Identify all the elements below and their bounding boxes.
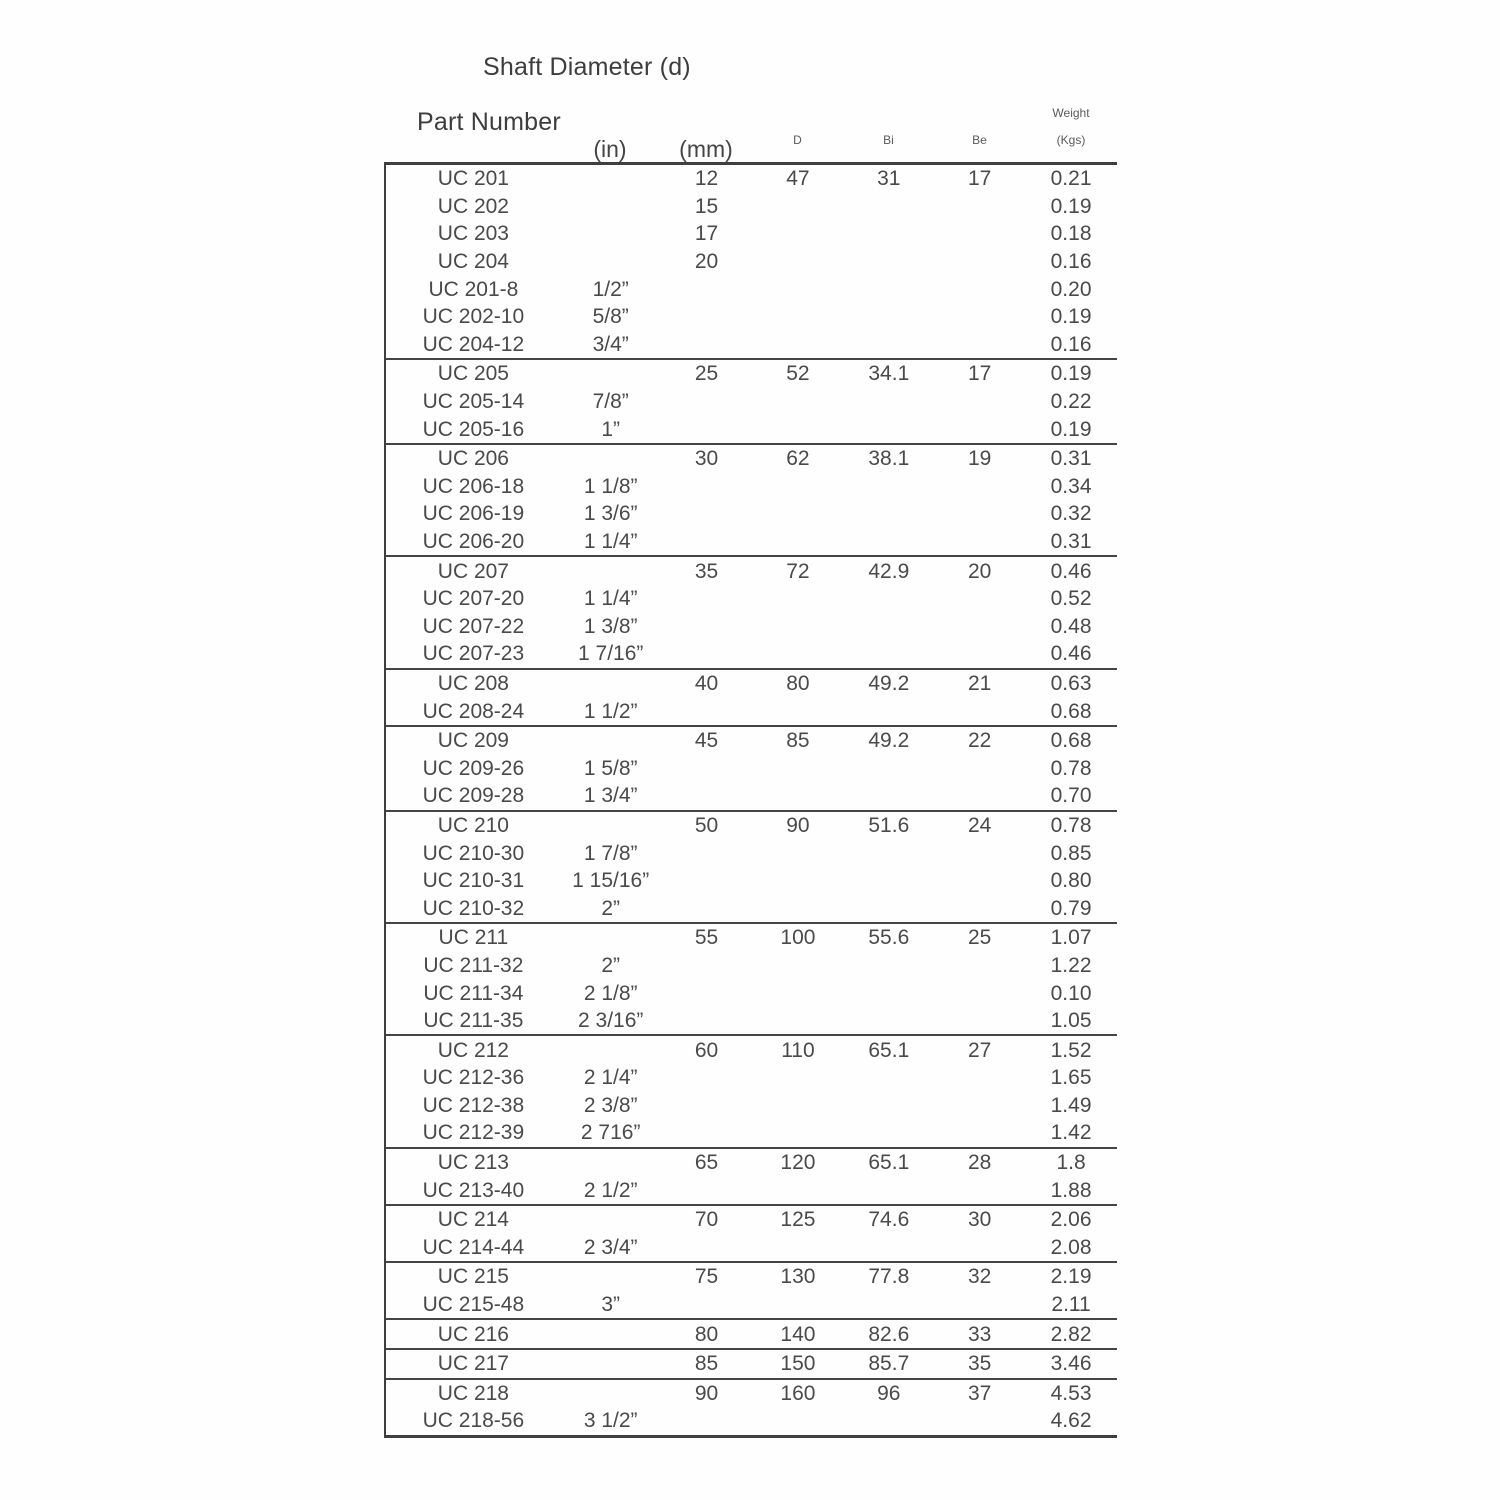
cell-part-number: UC 213-40 [422, 1178, 525, 1202]
cell-weight-kgs: 1.22 [1050, 953, 1092, 977]
cell-weight-kgs: 0.19 [1050, 362, 1092, 386]
table-row [386, 1263, 1117, 1291]
table-row [386, 331, 1117, 359]
be-column-header: Be [972, 133, 987, 147]
cell-part-number: UC 212-36 [422, 1066, 525, 1090]
cell-part-number: UC 210-31 [422, 869, 525, 893]
cell-dimension-be: 28 [968, 1151, 992, 1175]
table-row [386, 1320, 1117, 1348]
table-row [386, 1119, 1117, 1147]
row-group [386, 812, 1117, 924]
row-group [386, 1350, 1117, 1380]
cell-weight-kgs: 4.62 [1050, 1409, 1092, 1433]
table-row [386, 1092, 1117, 1120]
cell-part-number: UC 212-39 [422, 1121, 525, 1145]
cell-part-number: UC 215 [437, 1265, 509, 1289]
row-group [386, 1263, 1117, 1320]
table-row [386, 193, 1117, 221]
table-row [386, 1007, 1117, 1035]
cell-dimension-bi: 49.2 [868, 729, 910, 753]
cell-shaft-diameter-in: 1” [601, 417, 621, 441]
cell-weight-kgs: 0.79 [1050, 896, 1092, 920]
cell-part-number: UC 211-34 [423, 981, 524, 1005]
cell-dimension-bi: 77.8 [868, 1265, 910, 1289]
cell-part-number: UC 201-8 [428, 277, 519, 301]
page-title: Shaft Diameter (d) [483, 53, 691, 81]
cell-shaft-diameter-in: 1/2” [592, 277, 629, 301]
cell-weight-kgs: 0.80 [1050, 869, 1092, 893]
weight-unit-column-header: (Kgs) [1056, 133, 1086, 147]
mm-column-header: (mm) [679, 136, 733, 162]
table-row [386, 812, 1117, 840]
cell-weight-kgs: 0.16 [1050, 250, 1092, 274]
cell-dimension-bi: 96 [877, 1381, 901, 1405]
cell-dimension-bi: 31 [877, 167, 901, 191]
cell-weight-kgs: 0.34 [1050, 474, 1092, 498]
cell-dimension-d: 125 [780, 1208, 816, 1232]
cell-weight-kgs: 0.78 [1050, 813, 1092, 837]
row-group [386, 1320, 1117, 1350]
cell-dimension-be: 25 [968, 926, 992, 950]
cell-dimension-d: 90 [786, 813, 810, 837]
cell-weight-kgs: 0.20 [1050, 277, 1092, 301]
cell-dimension-bi: 38.1 [868, 447, 910, 471]
cell-part-number: UC 204-12 [422, 332, 525, 356]
table-row [386, 220, 1117, 248]
table-row [386, 867, 1117, 895]
cell-part-number: UC 205-16 [422, 417, 525, 441]
table-row [386, 839, 1117, 867]
cell-dimension-be: 17 [968, 362, 992, 386]
table-body [384, 162, 1117, 1438]
cell-dimension-bi: 55.6 [868, 926, 910, 950]
cell-part-number: UC 206 [437, 447, 509, 471]
cell-weight-kgs: 0.48 [1050, 614, 1092, 638]
cell-dimension-d: 140 [780, 1322, 816, 1346]
cell-weight-kgs: 0.78 [1050, 756, 1092, 780]
cell-part-number: UC 206-20 [422, 530, 525, 554]
cell-shaft-diameter-mm: 17 [694, 222, 719, 246]
cell-part-number: UC 216 [437, 1322, 509, 1346]
table-row [386, 415, 1117, 443]
table-row [386, 924, 1117, 952]
cell-part-number: UC 201 [437, 167, 509, 191]
cell-weight-kgs: 0.70 [1050, 784, 1092, 808]
cell-weight-kgs: 0.52 [1050, 587, 1092, 611]
cell-dimension-bi: 65.1 [868, 1038, 910, 1062]
cell-shaft-diameter-mm: 75 [694, 1265, 719, 1289]
table-row [386, 1350, 1117, 1378]
cell-shaft-diameter-in: 1 1/4” [583, 587, 638, 611]
cell-dimension-bi: 85.7 [868, 1352, 910, 1376]
cell-shaft-diameter-mm: 25 [694, 362, 719, 386]
cell-part-number: UC 206-18 [422, 474, 525, 498]
table-row [386, 1036, 1117, 1064]
part-number-column-header: Part Number [417, 108, 561, 136]
table-row [386, 670, 1117, 698]
cell-dimension-d: 120 [780, 1151, 816, 1175]
cell-dimension-bi: 51.6 [868, 813, 910, 837]
cell-shaft-diameter-mm: 30 [694, 447, 719, 471]
cell-shaft-diameter-mm: 40 [694, 671, 719, 695]
cell-shaft-diameter-in: 1 15/16” [572, 869, 650, 893]
cell-weight-kgs: 3.46 [1050, 1352, 1092, 1376]
cell-shaft-diameter-in: 5/8” [592, 305, 629, 329]
cell-weight-kgs: 1.42 [1050, 1121, 1092, 1145]
table-row [386, 1407, 1117, 1435]
table-row [386, 1176, 1117, 1204]
cell-part-number: UC 215-48 [422, 1293, 525, 1317]
cell-weight-kgs: 2.19 [1050, 1265, 1092, 1289]
cell-weight-kgs: 0.32 [1050, 502, 1092, 526]
cell-dimension-be: 32 [968, 1265, 992, 1289]
cell-dimension-bi: 74.6 [868, 1208, 910, 1232]
cell-part-number: UC 212-38 [422, 1093, 525, 1117]
cell-part-number: UC 202-10 [422, 305, 525, 329]
cell-dimension-d: 62 [786, 447, 810, 471]
table-row [386, 894, 1117, 922]
cell-dimension-be: 37 [968, 1381, 992, 1405]
cell-dimension-be: 21 [968, 671, 992, 695]
cell-part-number: UC 207-20 [422, 587, 525, 611]
table-row [386, 388, 1117, 416]
table-row [386, 1206, 1117, 1234]
cell-shaft-diameter-in: 1 3/8” [583, 614, 638, 638]
cell-shaft-diameter-in: 1 1/2” [583, 699, 638, 723]
table-row [386, 782, 1117, 810]
cell-part-number: UC 212 [437, 1038, 509, 1062]
cell-dimension-be: 22 [968, 729, 992, 753]
table-row [386, 1064, 1117, 1092]
cell-shaft-diameter-in: 2 1/4” [583, 1066, 638, 1090]
cell-shaft-diameter-in: 3 1/2” [583, 1409, 638, 1433]
cell-dimension-bi: 34.1 [868, 362, 910, 386]
cell-part-number: UC 214 [437, 1208, 509, 1232]
cell-shaft-diameter-in: 1 3/6” [583, 502, 638, 526]
table-row [386, 248, 1117, 276]
cell-weight-kgs: 1.65 [1050, 1066, 1092, 1090]
cell-shaft-diameter-mm: 55 [694, 926, 719, 950]
cell-weight-kgs: 1.52 [1050, 1038, 1092, 1062]
table-row [386, 754, 1117, 782]
cell-part-number: UC 205-14 [422, 390, 525, 414]
cell-part-number: UC 208 [437, 671, 509, 695]
cell-weight-kgs: 0.21 [1050, 167, 1092, 191]
row-group [386, 445, 1117, 557]
cell-weight-kgs: 1.49 [1050, 1093, 1092, 1117]
cell-dimension-bi: 82.6 [868, 1322, 910, 1346]
table-row [386, 1291, 1117, 1319]
row-group [386, 165, 1117, 360]
cell-part-number: UC 210 [437, 813, 509, 837]
weight-column-header: Weight [1052, 106, 1090, 120]
cell-weight-kgs: 0.31 [1050, 530, 1092, 554]
row-group [386, 1380, 1117, 1438]
row-group [386, 924, 1117, 1036]
cell-weight-kgs: 0.31 [1050, 447, 1092, 471]
cell-part-number: UC 207 [437, 559, 509, 583]
cell-dimension-d: 100 [780, 926, 816, 950]
row-group [386, 557, 1117, 669]
table-row [386, 1234, 1117, 1262]
cell-part-number: UC 214-44 [422, 1235, 525, 1259]
table-row [386, 727, 1117, 755]
cell-weight-kgs: 0.16 [1050, 332, 1092, 356]
table-row [386, 585, 1117, 613]
cell-shaft-diameter-mm: 15 [694, 194, 719, 218]
cell-shaft-diameter-in: 1 3/4” [583, 784, 638, 808]
row-group [386, 1036, 1117, 1148]
cell-weight-kgs: 4.53 [1050, 1381, 1092, 1405]
cell-dimension-d: 52 [786, 362, 810, 386]
cell-part-number: UC 208-24 [422, 699, 525, 723]
cell-shaft-diameter-mm: 70 [694, 1208, 719, 1232]
cell-dimension-d: 80 [786, 671, 810, 695]
cell-weight-kgs: 2.11 [1051, 1293, 1091, 1317]
cell-weight-kgs: 1.88 [1050, 1178, 1092, 1202]
cell-shaft-diameter-in: 1 7/16” [578, 642, 644, 666]
cell-dimension-d: 47 [786, 167, 810, 191]
table-row [386, 979, 1117, 1007]
cell-dimension-be: 30 [968, 1208, 992, 1232]
cell-weight-kgs: 2.82 [1050, 1322, 1092, 1346]
cell-weight-kgs: 0.63 [1050, 671, 1092, 695]
cell-shaft-diameter-in: 7/8” [592, 390, 629, 414]
cell-dimension-d: 85 [786, 729, 810, 753]
table-row [386, 557, 1117, 585]
cell-shaft-diameter-in: 2” [601, 896, 621, 920]
cell-dimension-d: 130 [780, 1265, 816, 1289]
cell-weight-kgs: 0.46 [1050, 559, 1092, 583]
cell-shaft-diameter-mm: 90 [694, 1381, 719, 1405]
row-group [386, 670, 1117, 727]
row-group [386, 1206, 1117, 1263]
table-row [386, 613, 1117, 641]
cell-part-number: UC 205 [437, 362, 509, 386]
cell-weight-kgs: 0.68 [1050, 729, 1092, 753]
cell-part-number: UC 210-32 [422, 896, 525, 920]
cell-weight-kgs: 0.68 [1050, 699, 1092, 723]
cell-shaft-diameter-in: 2” [601, 953, 621, 977]
cell-part-number: UC 207-23 [422, 642, 525, 666]
cell-shaft-diameter-mm: 80 [694, 1322, 719, 1346]
cell-part-number: UC 217 [437, 1352, 509, 1376]
cell-weight-kgs: 0.46 [1050, 642, 1092, 666]
cell-weight-kgs: 2.08 [1050, 1235, 1092, 1259]
cell-shaft-diameter-mm: 35 [694, 559, 719, 583]
cell-dimension-be: 27 [968, 1038, 992, 1062]
cell-part-number: UC 213 [437, 1151, 509, 1175]
cell-part-number: UC 206-19 [422, 502, 525, 526]
row-group [386, 727, 1117, 812]
cell-weight-kgs: 0.19 [1050, 305, 1092, 329]
table-row [386, 1380, 1117, 1408]
table-row [386, 952, 1117, 980]
cell-part-number: UC 211-35 [423, 1009, 524, 1033]
cell-shaft-diameter-in: 2 3/4” [583, 1235, 638, 1259]
cell-shaft-diameter-in: 2 1/2” [583, 1178, 638, 1202]
table-row [386, 697, 1117, 725]
cell-dimension-be: 19 [968, 447, 992, 471]
cell-part-number: UC 204 [437, 250, 509, 274]
cell-part-number: UC 209-26 [422, 756, 525, 780]
d-column-header: D [793, 133, 802, 147]
cell-shaft-diameter-in: 1 1/4” [583, 530, 638, 554]
table-row [386, 445, 1117, 473]
cell-shaft-diameter-mm: 60 [694, 1038, 719, 1062]
table-row [386, 640, 1117, 668]
cell-part-number: UC 218-56 [422, 1409, 525, 1433]
cell-dimension-bi: 42.9 [868, 559, 910, 583]
cell-part-number: UC 209 [437, 729, 509, 753]
cell-shaft-diameter-mm: 45 [694, 729, 719, 753]
bi-column-header: Bi [883, 133, 894, 147]
cell-weight-kgs: 0.85 [1050, 841, 1092, 865]
cell-part-number: UC 211-32 [423, 953, 524, 977]
table-row [386, 360, 1117, 388]
cell-dimension-d: 72 [786, 559, 810, 583]
cell-shaft-diameter-mm: 12 [694, 167, 719, 191]
table-row [386, 473, 1117, 501]
cell-shaft-diameter-in: 1 1/8” [583, 474, 638, 498]
cell-part-number: UC 218 [437, 1381, 509, 1405]
table-row [386, 500, 1117, 528]
table-row [386, 528, 1117, 556]
cell-shaft-diameter-in: 2 716” [580, 1121, 641, 1145]
cell-part-number: UC 211 [438, 926, 509, 950]
cell-weight-kgs: 1.8 [1056, 1151, 1086, 1175]
row-group [386, 1149, 1117, 1206]
cell-weight-kgs: 1.05 [1050, 1009, 1092, 1033]
cell-dimension-be: 24 [968, 813, 992, 837]
cell-part-number: UC 209-28 [422, 784, 525, 808]
cell-weight-kgs: 1.07 [1050, 926, 1092, 950]
cell-part-number: UC 207-22 [422, 614, 525, 638]
cell-shaft-diameter-mm: 65 [694, 1151, 719, 1175]
cell-shaft-diameter-mm: 20 [694, 250, 719, 274]
cell-part-number: UC 202 [437, 194, 509, 218]
cell-dimension-be: 17 [968, 167, 992, 191]
cell-weight-kgs: 0.22 [1050, 390, 1092, 414]
cell-shaft-diameter-in: 1 7/8” [583, 841, 638, 865]
row-group [386, 360, 1117, 445]
cell-part-number: UC 203 [437, 222, 509, 246]
cell-weight-kgs: 0.18 [1050, 222, 1092, 246]
cell-dimension-d: 110 [781, 1038, 815, 1062]
table-row [386, 165, 1117, 193]
cell-dimension-bi: 65.1 [868, 1151, 910, 1175]
cell-weight-kgs: 0.19 [1050, 417, 1092, 441]
cell-shaft-diameter-in: 2 1/8” [583, 981, 638, 1005]
cell-weight-kgs: 2.06 [1050, 1208, 1092, 1232]
cell-shaft-diameter-in: 2 3/16” [578, 1009, 644, 1033]
table-row [386, 1149, 1117, 1177]
cell-weight-kgs: 0.19 [1050, 194, 1092, 218]
cell-dimension-bi: 49.2 [868, 671, 910, 695]
in-column-header: (in) [593, 136, 627, 162]
table-row [386, 303, 1117, 331]
cell-shaft-diameter-in: 3” [601, 1293, 621, 1317]
cell-shaft-diameter-in: 3/4” [592, 332, 629, 356]
cell-weight-kgs: 0.10 [1050, 981, 1092, 1005]
cell-shaft-diameter-mm: 85 [694, 1352, 719, 1376]
cell-dimension-be: 35 [968, 1352, 992, 1376]
cell-dimension-d: 160 [780, 1381, 816, 1405]
table-row [386, 275, 1117, 303]
cell-dimension-d: 150 [780, 1352, 816, 1376]
cell-shaft-diameter-in: 2 3/8” [583, 1093, 638, 1117]
cell-shaft-diameter-mm: 50 [694, 813, 719, 837]
cell-part-number: UC 210-30 [422, 841, 525, 865]
cell-dimension-be: 33 [968, 1322, 992, 1346]
cell-dimension-be: 20 [968, 559, 992, 583]
cell-shaft-diameter-in: 1 5/8” [583, 756, 638, 780]
